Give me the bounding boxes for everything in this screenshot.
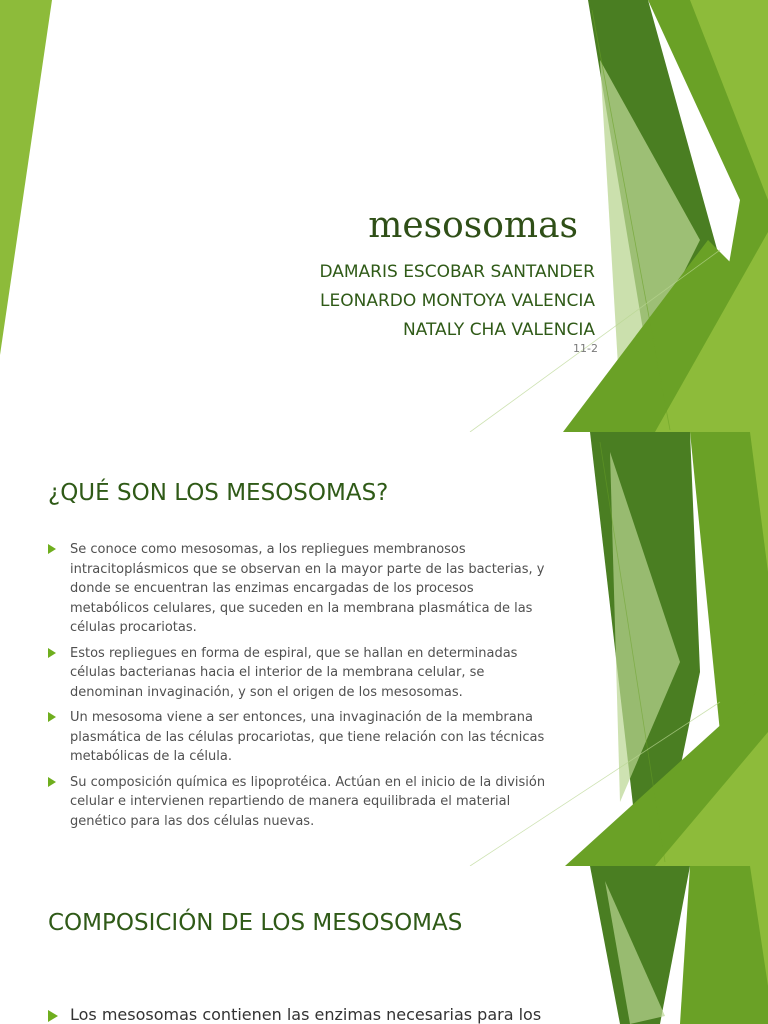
slide-2 <box>0 432 768 866</box>
bullet-list <box>48 1004 548 1024</box>
author-list <box>319 258 595 345</box>
list-item: Los mesosomas contienen las enzimas necesarias para los <box>48 1004 548 1024</box>
triangle-bullet-icon <box>48 777 56 787</box>
green-facets-decoration <box>0 866 768 1024</box>
triangle-bullet-icon <box>48 1010 58 1022</box>
slide-3 <box>0 866 768 1024</box>
slide-title: COMPOSICIÓN DE LOS MESOSOMAS <box>48 910 463 936</box>
author-name: NATALY CHA VALENCIA <box>402 320 595 340</box>
slide-title: ¿QUÉ SON LOS MESOSOMAS? <box>48 480 389 506</box>
triangle-bullet-icon <box>48 712 56 722</box>
author-name: LEONARDO MONTOYA VALENCIA <box>320 291 595 311</box>
triangle-bullet-icon <box>48 544 56 554</box>
presentation-title: mesosomas <box>368 205 578 246</box>
triangle-bullet-icon <box>48 648 56 658</box>
grade-label: 11-2 <box>573 342 598 355</box>
list-item: Se conoce como mesosomas, a los repliegues membranosos intracitoplásmicos que se observan en la mayor parte de las bacterias, y donde se encuentran las enzimas encargadas de los procesos metabólicos celulares, que suceden en la membrana plasmática de las células procariotas. <box>48 540 548 638</box>
list-item: Un mesosoma viene a ser entonces, una invaginación de la membrana plasmática de las células procariotas, que tiene relación con las técnicas metabólicas de la célula. <box>48 708 548 767</box>
list-item: Su composición química es lipoprotéica. Actúan en el inicio de la división celular e intervienen repartiendo de manera equilibrada el material genético para las dos células nuevas. <box>48 773 548 832</box>
bullet-list <box>48 540 548 837</box>
list-item: Estos repliegues en forma de espiral, que se hallan en determinadas células bacterianas hacia el interior de la membrana celular, se denominan invaginación, y son el origen de los mesosomas. <box>48 644 548 703</box>
slide-1 <box>0 0 768 432</box>
author-name: DAMARIS ESCOBAR SANTANDER <box>319 262 595 282</box>
